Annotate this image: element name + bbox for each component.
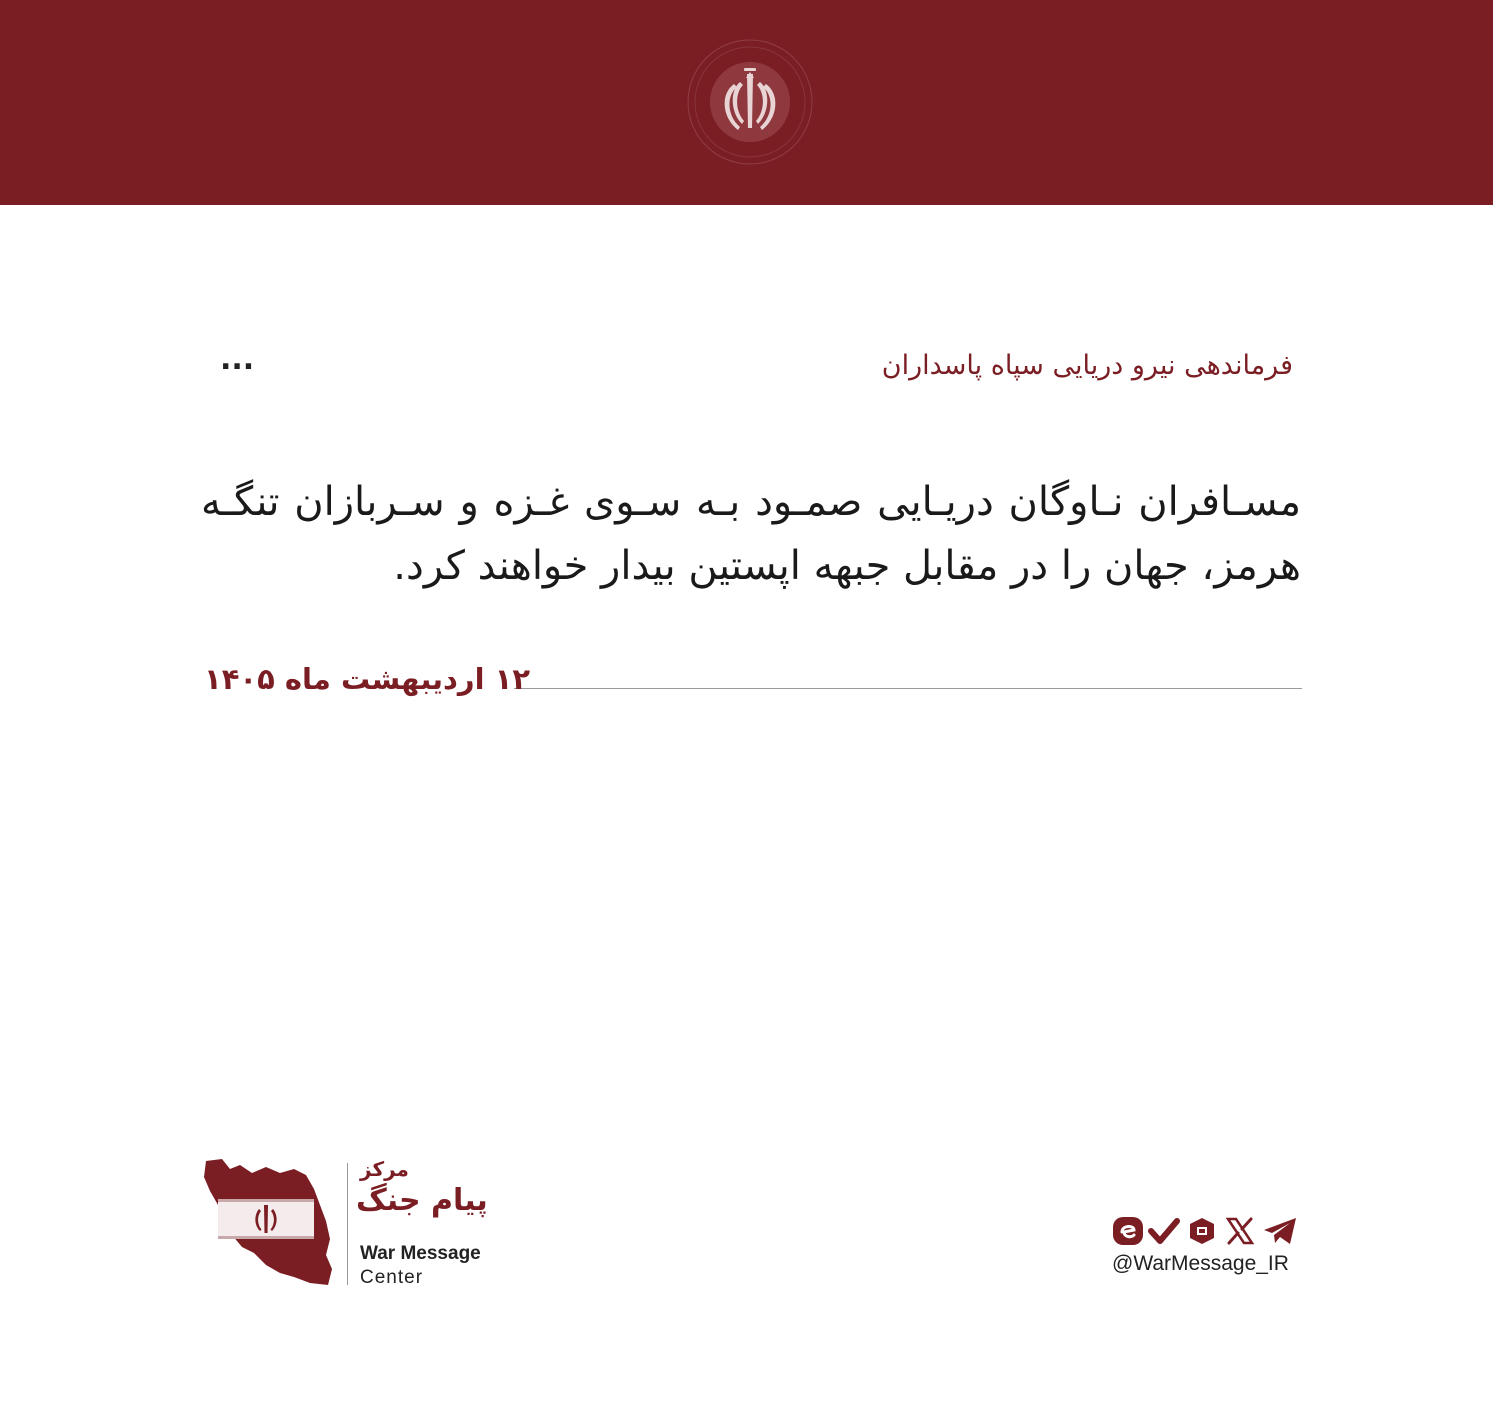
brand-divider	[347, 1163, 348, 1285]
telegram-icon[interactable]	[1262, 1216, 1294, 1246]
brand-logo-block	[200, 1155, 500, 1295]
social-block	[1108, 1212, 1303, 1282]
social-icons	[1112, 1212, 1302, 1248]
bale-icon[interactable]	[1148, 1216, 1180, 1246]
rubika-icon[interactable]	[1186, 1216, 1218, 1246]
date-row	[204, 662, 1302, 712]
iran-map-flag-icon	[200, 1155, 340, 1290]
iran-emblem-icon	[686, 38, 814, 166]
brand-name-en-line1: War Message	[360, 1243, 481, 1264]
date-divider	[514, 688, 1302, 689]
header-banner	[0, 0, 1493, 205]
social-handle[interactable]: @WarMessage_IR	[1112, 1252, 1289, 1275]
eitaa-icon[interactable]	[1112, 1216, 1144, 1246]
brand-name-fa-small: مرکز	[360, 1157, 409, 1181]
x-icon[interactable]	[1224, 1216, 1256, 1246]
brand-name-en-line2: Center	[360, 1267, 424, 1288]
brand-name-fa-large: پیام جنگ	[356, 1183, 488, 1218]
source-title: فرماندهی نیرو دریایی سپاه پاسداران	[881, 350, 1293, 381]
source-row	[200, 342, 1293, 400]
more-ellipsis: ...	[220, 342, 255, 377]
quote-text: مسـافران نـاوگان دریـایی صمـود بـه سـوی غـزه و سـربازان تنگـه هرمز، جهان را در مقابل جبهه اپستین بیدار خواهند کرد.	[201, 479, 1301, 589]
post-date: ۱۲ اردیبهشت ماه ۱۴۰۵	[204, 662, 531, 696]
